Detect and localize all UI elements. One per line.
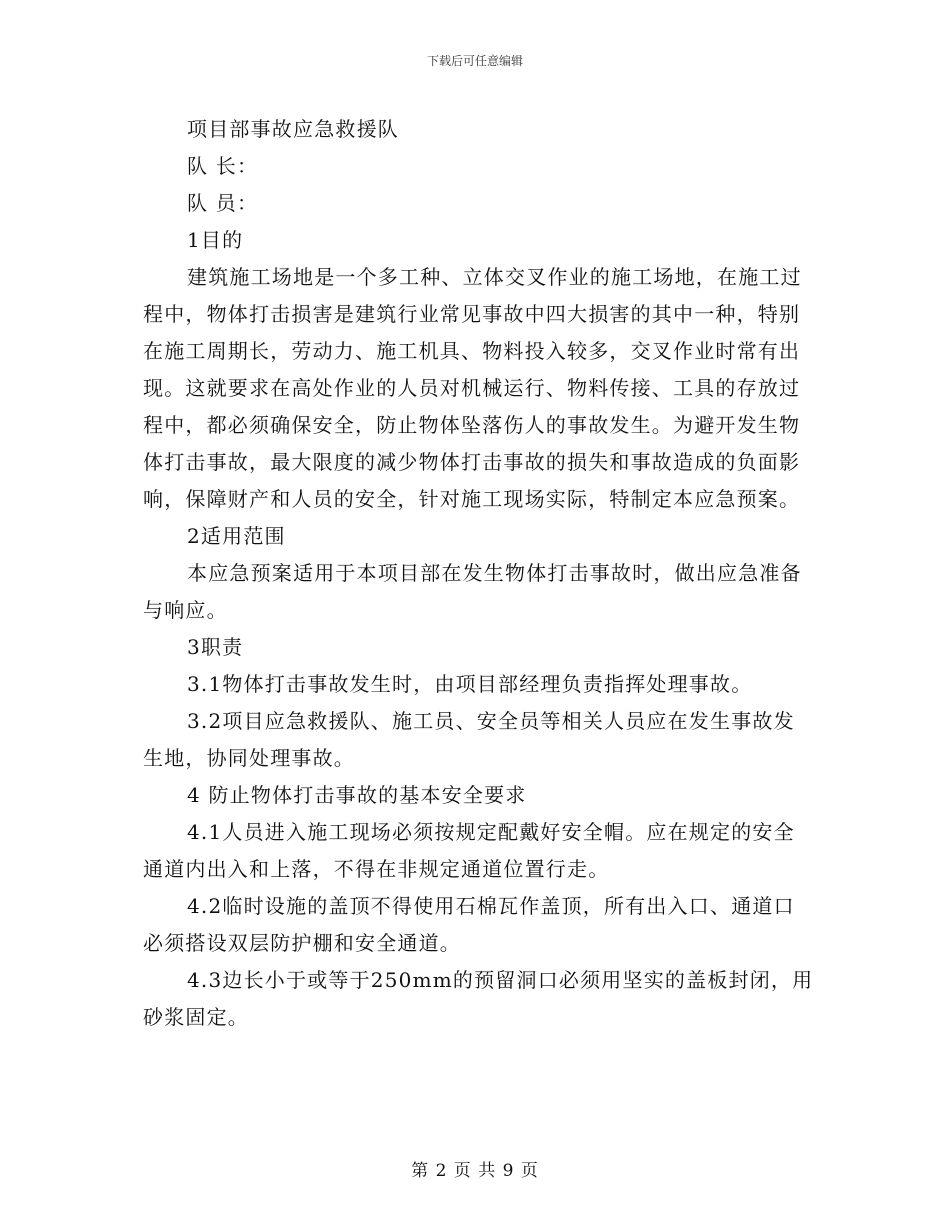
- section-heading-duties: 3职责: [187, 635, 244, 659]
- purpose-paragraph: 建筑施工场地是一个多工种、立体交叉作业的施工场地，在施工过程中，物体打击损害是建筑行业常见事故中四大损害的其中一种，特别在施工周期长，劳动力、施工机具、物料投入较多，交叉作业时常有出现。这就要求在高处作业的人员对机械运行、物料传接、工具的存放过程中，都必须确保安全，防止物体坠落伤人的事故发生。为避开发生物体打击事故，最大限度的减少物体打击事故的损失和事故造成的负面影响，保障财产和人员的安全，针对施工现场实际，特制定本应急预案。: [143, 265, 802, 511]
- section-heading-purpose: 1目的: [187, 228, 244, 252]
- document-body: [143, 111, 815, 1036]
- page-number: 第 2 页 共 9 页: [411, 1161, 539, 1181]
- safety-item-4-3: 4.3边长小于或等于250mm的预留洞口必须用坚实的盖板封闭，用砂浆固定。: [143, 968, 814, 1029]
- section-heading-safety: 4 防止物体打击事故的基本安全要求: [187, 783, 527, 807]
- team-leader-line: 队 长：: [187, 154, 259, 178]
- team-members-line: 队 员：: [187, 191, 259, 215]
- safety-item-4-1: 4.1人员进入施工现场必须按规定配戴好安全帽。应在规定的安全通道内出入和上落，不得在非规定通道位置行走。: [143, 820, 795, 881]
- safety-item-4-2: 4.2临时设施的盖顶不得使用石棉瓦作盖顶，所有出入口、通道口必须搭设双层防护棚和安全通道。: [143, 894, 795, 955]
- section-heading-scope: 2适用范围: [187, 524, 286, 548]
- duty-item-3-2: 3.2项目应急救援队、施工员、安全员等相关人员应在发生事故发生地，协同处理事故。: [143, 709, 795, 770]
- page-header: 下载后可任意编辑: [426, 54, 523, 68]
- team-title: 项目部事故应急救援队: [187, 117, 399, 141]
- scope-paragraph: 本应急预案适用于本项目部在发生物体打击事故时，做出应急准备与响应。: [143, 561, 802, 622]
- duty-item-3-1: 3.1物体打击事故发生时，由项目部经理负责指挥处理事故。: [187, 672, 753, 696]
